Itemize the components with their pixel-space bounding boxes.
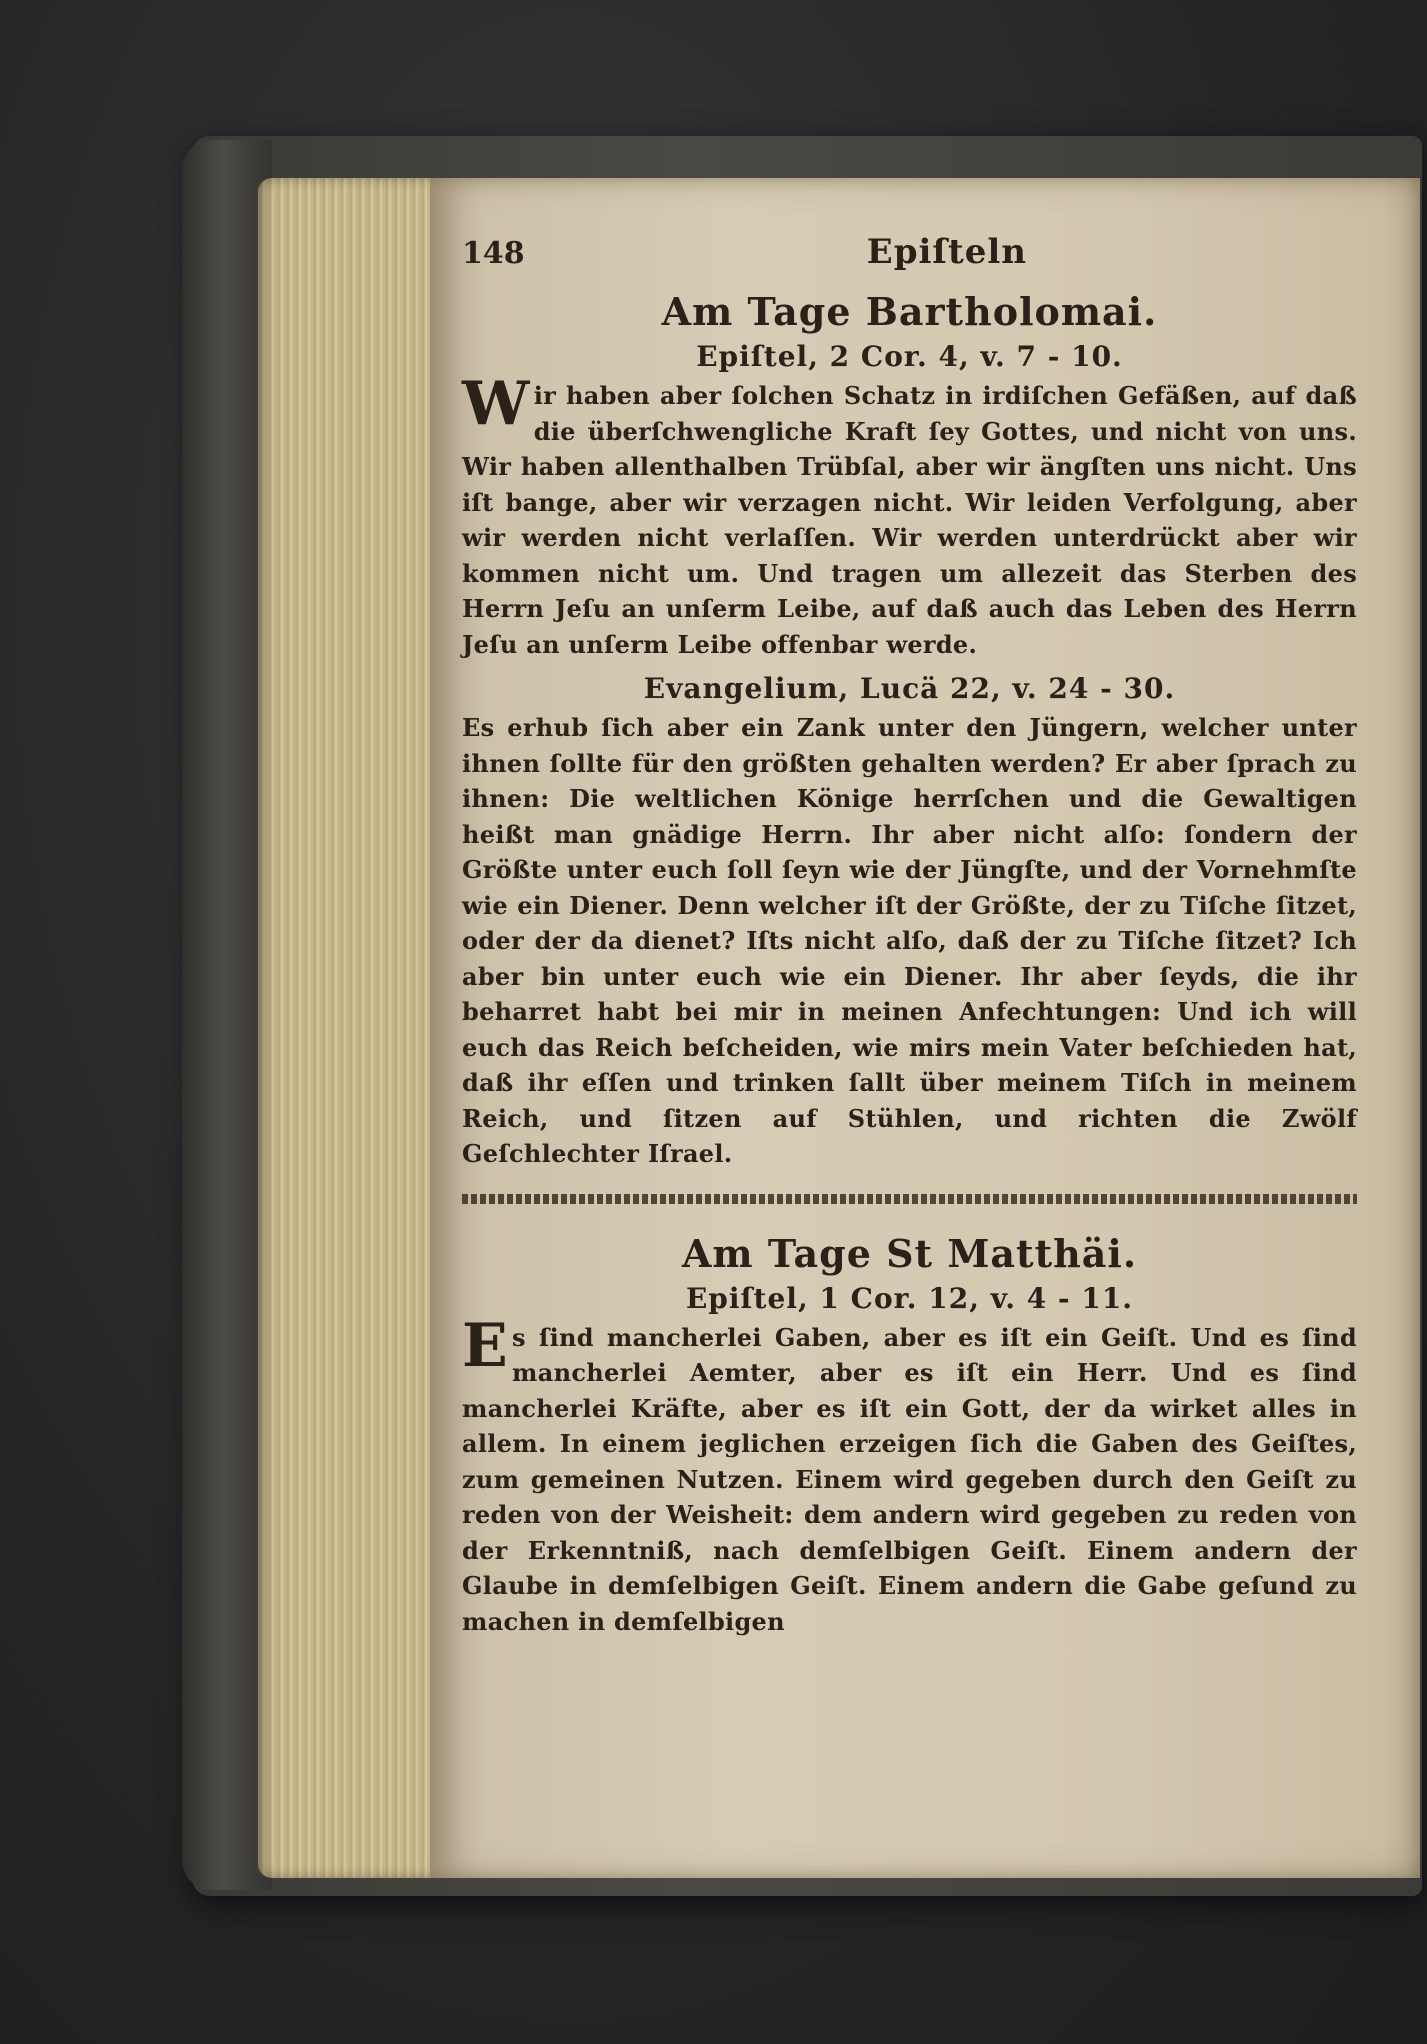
gospel-reference-bartholomai: Evangelium, Lucä 22, v. 24 - 30. (643, 672, 1176, 705)
epistle-reference-bartholomai: Epiſtel, 2 Cor. 4, v. 7 - 10. (696, 340, 1123, 373)
ornamental-divider (462, 1194, 1357, 1204)
section-title-bartholomai: Am Tage Bartholomai. (661, 289, 1158, 334)
gospel-text-bartholomai: Es erhub ſich aber ein Zank unter den Jüngern, welcher unter ihnen ſollte für den größten gehalten werden? Er aber ſprach zu ihnen: Die weltlichen Könige herrſchen und die Gewaltigen heißt man gnädige Herrn. Ihr aber nicht alſo: ſondern der Größte unter euch ſoll ſeyn wie der Jüngſte, und der Vornehmſte wie ein Diener. Denn welcher iſt der Größte, der zu Tiſche ſitzet, oder der da dienet? Iſts nicht alſo, daß der zu Tiſche ſitzet? Ich aber bin unter euch wie ein Diener. Ihr aber ſeyds, die ihr beharret habt bei mir in meinen Anfechtungen: Und ich will euch das Reich beſcheiden, wie mirs mein Vater beſchieden hat, daß ihr eſſen und trinken ſallt über meinem Tiſch in meinem Reich, und ſitzen auf Stühlen, und richten die Zwölf Geſchlechter Iſrael. (462, 713, 1357, 1168)
epistle-body: s ſind mancherlei Gaben, aber es iſt ein Geiſt. Und es ſind mancherlei Aemter, aber es iſt ein Herr. Und es ſind mancherlei Kräfte, aber es iſt ein Gott, der da wirket alles in allem. In einem jeglichen erzeigen ſich die Gaben des Geiſtes, zum gemeinen Nutzen. Einem wird gegeben durch den Geiſt zu reden von der Weisheit: dem andern wird gegeben zu reden von der Erkenntniß, nach demſelbigen Geiſt. Einem andern der Glaube in demſelbigen Geiſt. Einem andern die Gabe geſund zu machen in demſelbigen (462, 1322, 1357, 1636)
running-head: Epiſteln (866, 232, 1027, 272)
epistle-text-matthaei (462, 1310, 1357, 1640)
page-text-block (462, 232, 1357, 1639)
page-number: 148 (462, 236, 525, 271)
drop-initial: W (462, 369, 530, 439)
drop-initial: E (462, 1310, 509, 1381)
page-header (462, 232, 1357, 288)
page-edges (258, 178, 438, 1878)
section-title-matthaei: Am Tage St Matthäi. (681, 1230, 1138, 1276)
epistle-text-bartholomai (462, 369, 1357, 662)
epistle-reference-matthaei: Epiſtel, 1 Cor. 12, v. 4 - 11. (685, 1281, 1134, 1315)
epistle-body: ir haben aber ſolchen Schatz in irdiſchen Gefäßen, auf daß die überſchwengliche Kraft ſey Gottes, und nicht von uns. Wir haben allenthalben Trübſal, aber wir ängſten uns nicht. Uns iſt bange, aber wir verzagen nicht. Wir leiden Verfolgung, aber wir werden nicht verlaſſen. Wir werden unterdrückt aber wir kommen nicht um. Und tragen um allezeit das Sterben des Herrn Jeſu an unſerm Leibe, auf daß auch das Leben des Herrn Jeſu an unſerm Leibe offenbar werde. (462, 381, 1357, 659)
